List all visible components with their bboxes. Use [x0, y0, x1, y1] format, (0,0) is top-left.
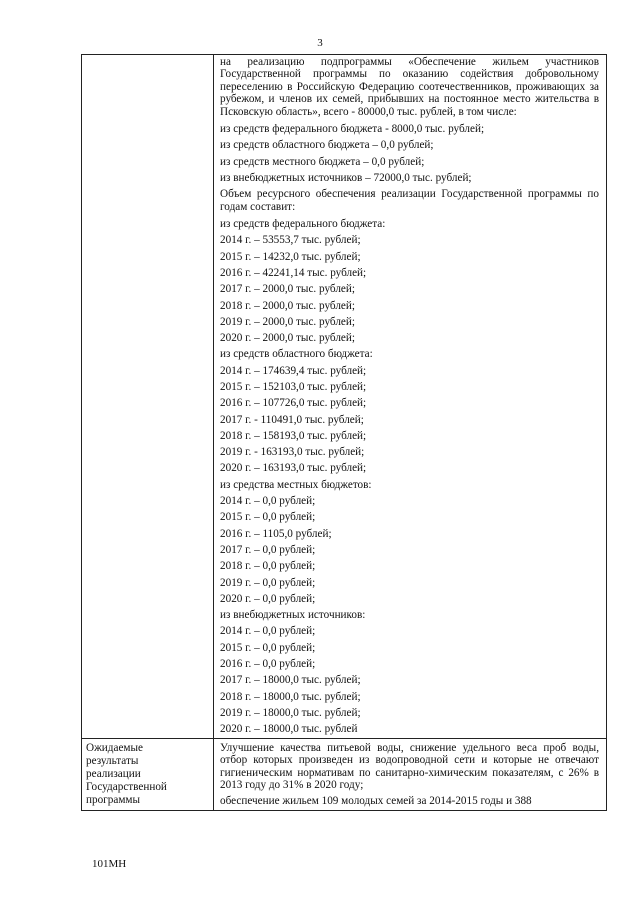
funding-line: 2016 г. – 0,0 рублей;	[220, 658, 316, 671]
results-label-line: программы	[86, 793, 140, 806]
funding-line: 2016 г. – 107726,0 тыс. рублей;	[220, 397, 367, 410]
funding-line: 2015 г. – 0,0 рублей;	[220, 511, 316, 524]
funding-line: 2019 г. – 18000,0 тыс. рублей;	[220, 706, 361, 719]
funding-line: 2014 г. – 53553,7 тыс. рублей;	[220, 234, 361, 247]
funding-line: 2020 г. – 18000,0 тыс. рублей	[220, 723, 358, 736]
page-number: 3	[317, 37, 323, 49]
funding-line: 2018 г. – 18000,0 тыс. рублей;	[220, 690, 361, 703]
funding-line: из средств федерального бюджета:	[220, 218, 386, 231]
results-label-line: Ожидаемые	[86, 741, 143, 754]
funding-label-cell	[82, 55, 214, 739]
funding-line: из средств областного бюджета – 0,0 рублей;	[220, 139, 434, 152]
funding-content-cell	[214, 55, 607, 739]
results-label	[82, 739, 213, 810]
funding-line: из средств федерального бюджета - 8000,0 тыс. рублей;	[220, 123, 485, 136]
funding-line: 2014 г. – 174639,4 тыс. рублей;	[220, 364, 367, 377]
funding-line: из внебюджетных источников:	[220, 609, 366, 622]
funding-line: 2015 г. – 0,0 рублей;	[220, 641, 316, 654]
funding-line: 2014 г. – 0,0 рублей;	[220, 495, 316, 508]
document-code: 101МН	[92, 858, 127, 870]
results-label-line: реализации	[86, 767, 141, 780]
funding-line: 2015 г. – 14232,0 тыс. рублей;	[220, 250, 361, 263]
funding-line: 2018 г. – 158193,0 тыс. рублей;	[220, 429, 367, 442]
funding-line: 2020 г. – 163193,0 тыс. рублей;	[220, 462, 367, 475]
table-row-funding	[82, 55, 607, 739]
funding-line: 2018 г. – 2000,0 тыс. рублей;	[220, 299, 355, 312]
funding-line: 2017 г. – 18000,0 тыс. рублей;	[220, 674, 361, 687]
funding-sources-list	[220, 121, 599, 186]
funding-line: 2017 г. – 0,0 рублей;	[220, 543, 316, 556]
funding-line: 2017 г. - 110491,0 тыс. рублей;	[220, 413, 364, 426]
funding-line: 2017 г. – 2000,0 тыс. рублей;	[220, 283, 355, 296]
funding-by-year-list	[220, 216, 599, 738]
funding-line: из средства местных бюджетов:	[220, 478, 372, 491]
funding-line: из средств местного бюджета – 0,0 рублей;	[220, 155, 425, 168]
results-text-water: Улучшение качества питьевой воды, снижение удельного веса проб воды, отбор которых произведен из водопроводной сети и которые не отвечают гигиеническим нормативам по санитарно-химическим показателям, с 26% в 2013 году до 31% в 2020 году;	[220, 741, 599, 792]
funding-line: из средств областного бюджета:	[220, 348, 373, 361]
program-passport-table	[81, 54, 607, 811]
funding-line: 2019 г. - 163193,0 тыс. рублей;	[220, 446, 365, 459]
volume-paragraph: Объем ресурсного обеспечения реализации Государственной программы по годам составит:	[220, 188, 599, 213]
funding-line: 2016 г. – 1105,0 рублей;	[220, 527, 332, 540]
funding-line: 2020 г. – 0,0 рублей;	[220, 592, 316, 605]
results-label-cell	[82, 738, 214, 810]
funding-line: 2019 г. – 0,0 рублей;	[220, 576, 316, 589]
subprogram-intro: на реализацию подпрограммы «Обеспечение жильем участников Государственной программы по оказанию содействия добровольному переселению в Российскую Федерацию соотечественников, проживающих за рубежом, и членов их семей, прибывших на постоянное место жительства в Псковскую область», всего - 80000,0 тыс. рублей, в том числе:	[220, 56, 599, 118]
funding-line: из внебюджетных источников – 72000,0 тыс. рублей;	[220, 171, 472, 184]
funding-line: 2019 г. – 2000,0 тыс. рублей;	[220, 315, 355, 328]
funding-line: 2015 г. – 152103,0 тыс. рублей;	[220, 381, 367, 393]
results-text-housing: обеспечение жильем 109 молодых семей за 2014-2015 годы и 388	[220, 794, 532, 807]
table-row-results	[82, 738, 607, 810]
funding-line: 2020 г. – 2000,0 тыс. рублей;	[220, 332, 355, 345]
results-label-line: результаты	[86, 754, 139, 767]
results-label-line: Государственной	[86, 780, 167, 793]
results-content-cell	[214, 738, 607, 810]
funding-line: 2016 г. – 42241,14 тыс. рублей;	[220, 266, 367, 279]
funding-line: 2014 г. – 0,0 рублей;	[220, 625, 316, 638]
funding-line: 2018 г. – 0,0 рублей;	[220, 560, 316, 573]
